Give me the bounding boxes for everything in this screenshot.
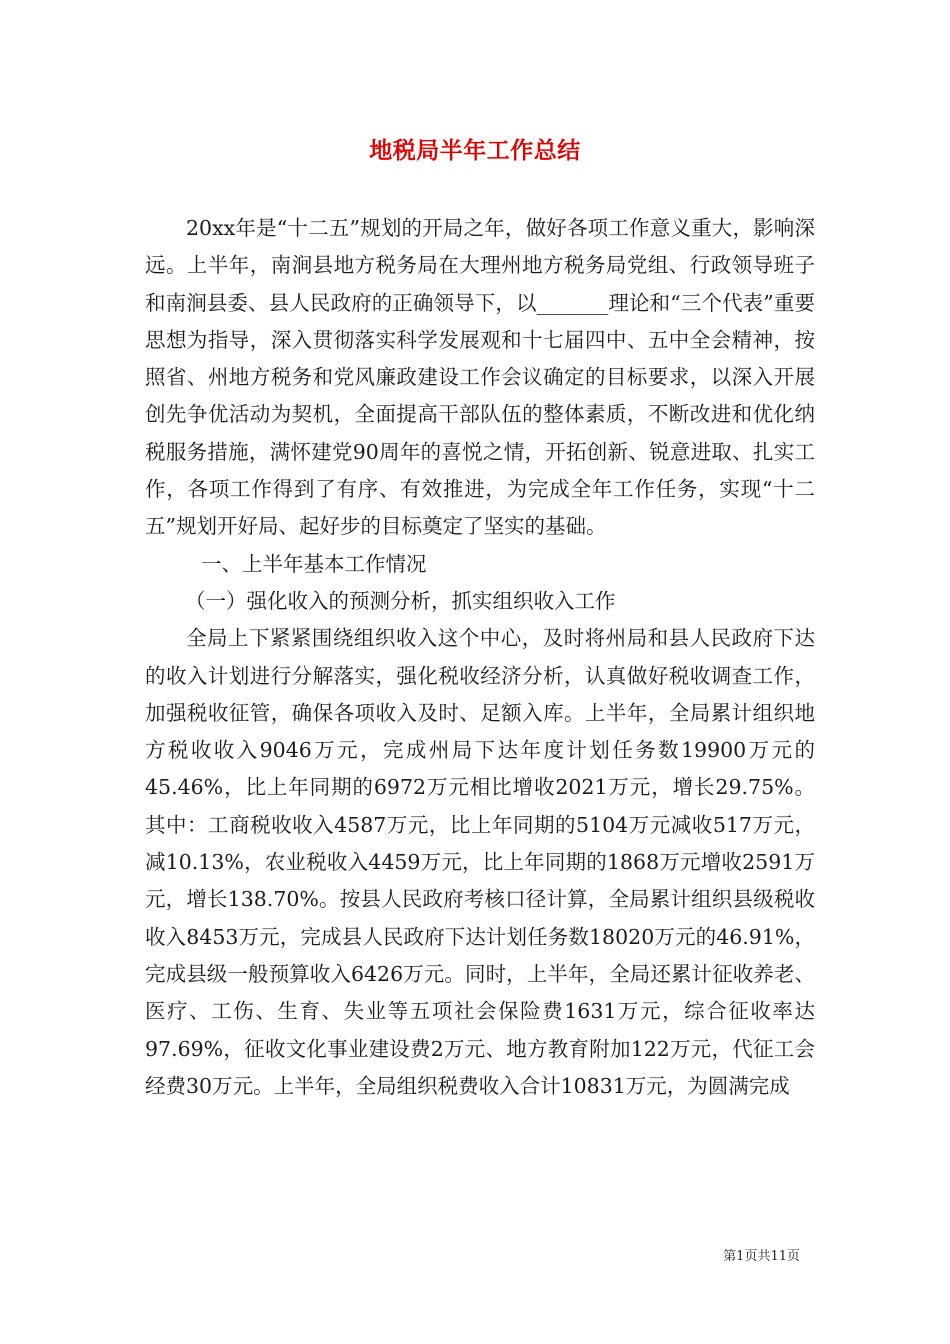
document-body (145, 210, 815, 1105)
subsection-heading: （一）强化收入的预测分析，抓实组织收入工作 (185, 588, 616, 613)
intro-paragraph: 20xx年是“十二五”规划的开局之年，做好各项工作意义重大，影响深远。上半年，南涧县地方税务局在大理州地方税务局党组、行政领导班子和南涧县委、县人民政府的正确领导下，以_______理论和“三个代表”重要思想为指导，深入贯彻落实科学发展观和十七届四中、五中全会精神，按照省、州地方税务和党风廉政建设工作会议确定的目标要求，以深入开展创先争优活动为契机，全面提高干部队伍的整体素质，不断改进和优化纳税服务措施，满怀建党90周年的喜悦之情，开拓创新、锐意进取、扎实工作，各项工作得到了有序、有效推进，为完成全年工作任务，实现“十二五”规划开好局、起好步的目标奠定了坚实的基础。 (145, 216, 815, 539)
section-heading: 一、上半年基本工作情况 (201, 551, 427, 576)
document-title: 地税局半年工作总结 (369, 138, 581, 164)
page-number: 第1页共11页 (723, 1249, 800, 1264)
revenue-paragraph: 全局上下紧紧围绕组织收入这个中心，及时将州局和县人民政府下达的收入计划进行分解落实，强化税收经济分析，认真做好税收调查工作，加强税收征管，确保各项收入及时、足额入库。上半年，全局累计组织地方税收收入9046万元，完成州局下达年度计划任务数19900万元的45.46%，比上年同期的6972万元相比增收2021万元，增长29.75%。其中：工商税收收入4587万元，比上年同期的5104万元减收517万元，减10.13%，农业税收入4459万元，比上年同期的1868万元增收2591万元，增长138.70%。按县人民政府考核口径计算，全局累计组织县级税收收入8453万元，完成县人民政府下达计划任务数18020万元的46.91%，完成县级一般预算收入6426万元。同时，上半年，全局还累计征收养老、医疗、工伤、生育、失业等五项社会保险费1631万元，综合征收率达97.69%，征收文化事业建设费2万元、地方教育附加122万元，代征工会经费30万元。上半年，全局组织税费收入合计10831万元，为圆满完成 (145, 626, 815, 1098)
